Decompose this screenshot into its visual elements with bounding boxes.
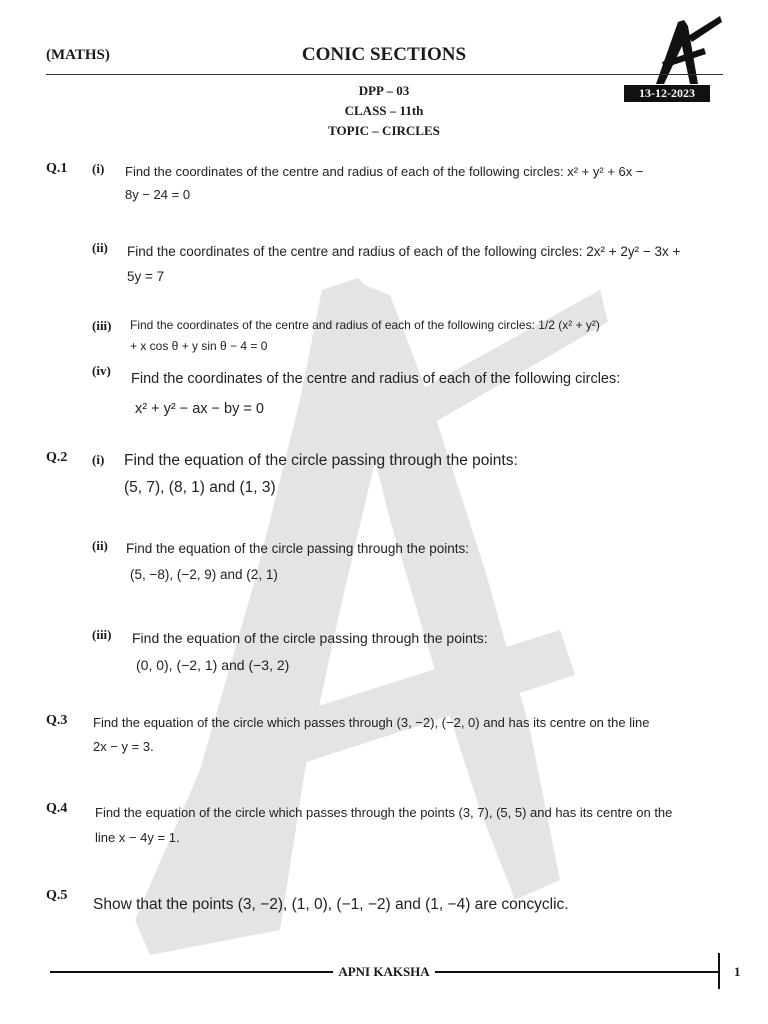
question-2-i-text: [124, 447, 518, 501]
question-1-iii-line2: + x cos θ + y sin θ − 4 = 0: [130, 339, 268, 353]
question-3-line1: Find the equation of the circle which passes through (3, −2), (−2, 0) and has its centre on the line: [93, 715, 650, 730]
question-number-5: Q.5: [46, 888, 68, 903]
question-2-iii-line1: Find the equation of the circle passing through the points:: [132, 630, 488, 646]
question-5-line1: Show that the points (3, −2), (1, 0), (−1, −2) and (1, −4) are concyclic.: [93, 896, 569, 913]
subject-label: (MATHS): [46, 47, 110, 63]
question-number-2: Q.2: [46, 450, 68, 465]
question-1-iii-text: [130, 315, 600, 357]
brand-a-logo-icon: [648, 14, 724, 86]
question-2-iii-line2: (0, 0), (−2, 1) and (−3, 2): [136, 657, 290, 673]
question-4-line2: line x − 4y = 1.: [95, 830, 180, 845]
question-number-3: Q.3: [46, 713, 68, 728]
question-1-iii-line1: Find the coordinates of the centre and radius of each of the following circles: 1/2 (x² + y²): [130, 318, 600, 332]
question-4-text: [95, 800, 672, 850]
question-1-i-text: [125, 160, 643, 206]
question-1-iv-text: [131, 364, 620, 424]
dpp-label: DPP – 03: [358, 83, 410, 98]
question-4-line1: Find the equation of the circle which passes through the points (3, 7), (5, 5) and has its centre on the: [95, 805, 673, 820]
question-1-i-line1: Find the coordinates of the centre and radius of each of the following circles: x² + y² + 6x −: [125, 164, 644, 179]
document-title: CONIC SECTIONS: [301, 44, 467, 65]
part-number-2-ii: (ii): [92, 538, 108, 553]
question-3-line2: 2x − y = 3.: [93, 739, 154, 754]
page-number: 1: [734, 964, 741, 979]
part-number-1-iv: (iv): [92, 363, 111, 378]
question-number-4: Q.4: [46, 801, 68, 816]
question-2-i-line2: (5, 7), (8, 1) and (1, 3): [124, 479, 276, 496]
header-rule: [46, 74, 723, 75]
part-number-2-iii: (iii): [92, 627, 112, 642]
question-1-iv-line2: x² + y² − ax − by = 0: [135, 401, 264, 417]
question-1-ii-text: [127, 239, 680, 289]
footer-divider: [718, 953, 720, 989]
question-1-iv-line1: Find the coordinates of the centre and radius of each of the following circles:: [131, 371, 621, 387]
class-label: CLASS – 11th: [344, 103, 424, 118]
topic-label: TOPIC – CIRCLES: [328, 123, 440, 138]
part-number-1-i: (i): [92, 161, 105, 176]
question-1-ii-line1: Find the coordinates of the centre and radius of each of the following circles: 2x² + 2y² − 3x +: [127, 244, 681, 259]
date-badge: 13-12-2023: [624, 85, 710, 102]
watermark-logo: [90, 250, 610, 970]
question-1-i-line2: 8y − 24 = 0: [125, 187, 191, 202]
question-2-i-line1: Find the equation of the circle passing through the points:: [124, 452, 518, 469]
question-number-1: Q.1: [46, 161, 68, 176]
question-5-text: [93, 893, 569, 916]
footer-brand: APNI KAKSHA: [338, 964, 430, 979]
part-number-1-ii: (ii): [92, 240, 108, 255]
question-2-ii-text: [126, 536, 469, 588]
question-2-ii-line1: Find the equation of the circle passing through the points:: [126, 541, 469, 556]
question-2-iii-text: [132, 625, 488, 679]
question-1-ii-line2: 5y = 7: [127, 269, 165, 284]
question-2-ii-line2: (5, −8), (−2, 9) and (2, 1): [130, 567, 278, 582]
question-3-text: [93, 711, 649, 759]
part-number-1-iii: (iii): [92, 318, 112, 333]
part-number-2-i: (i): [92, 452, 105, 467]
